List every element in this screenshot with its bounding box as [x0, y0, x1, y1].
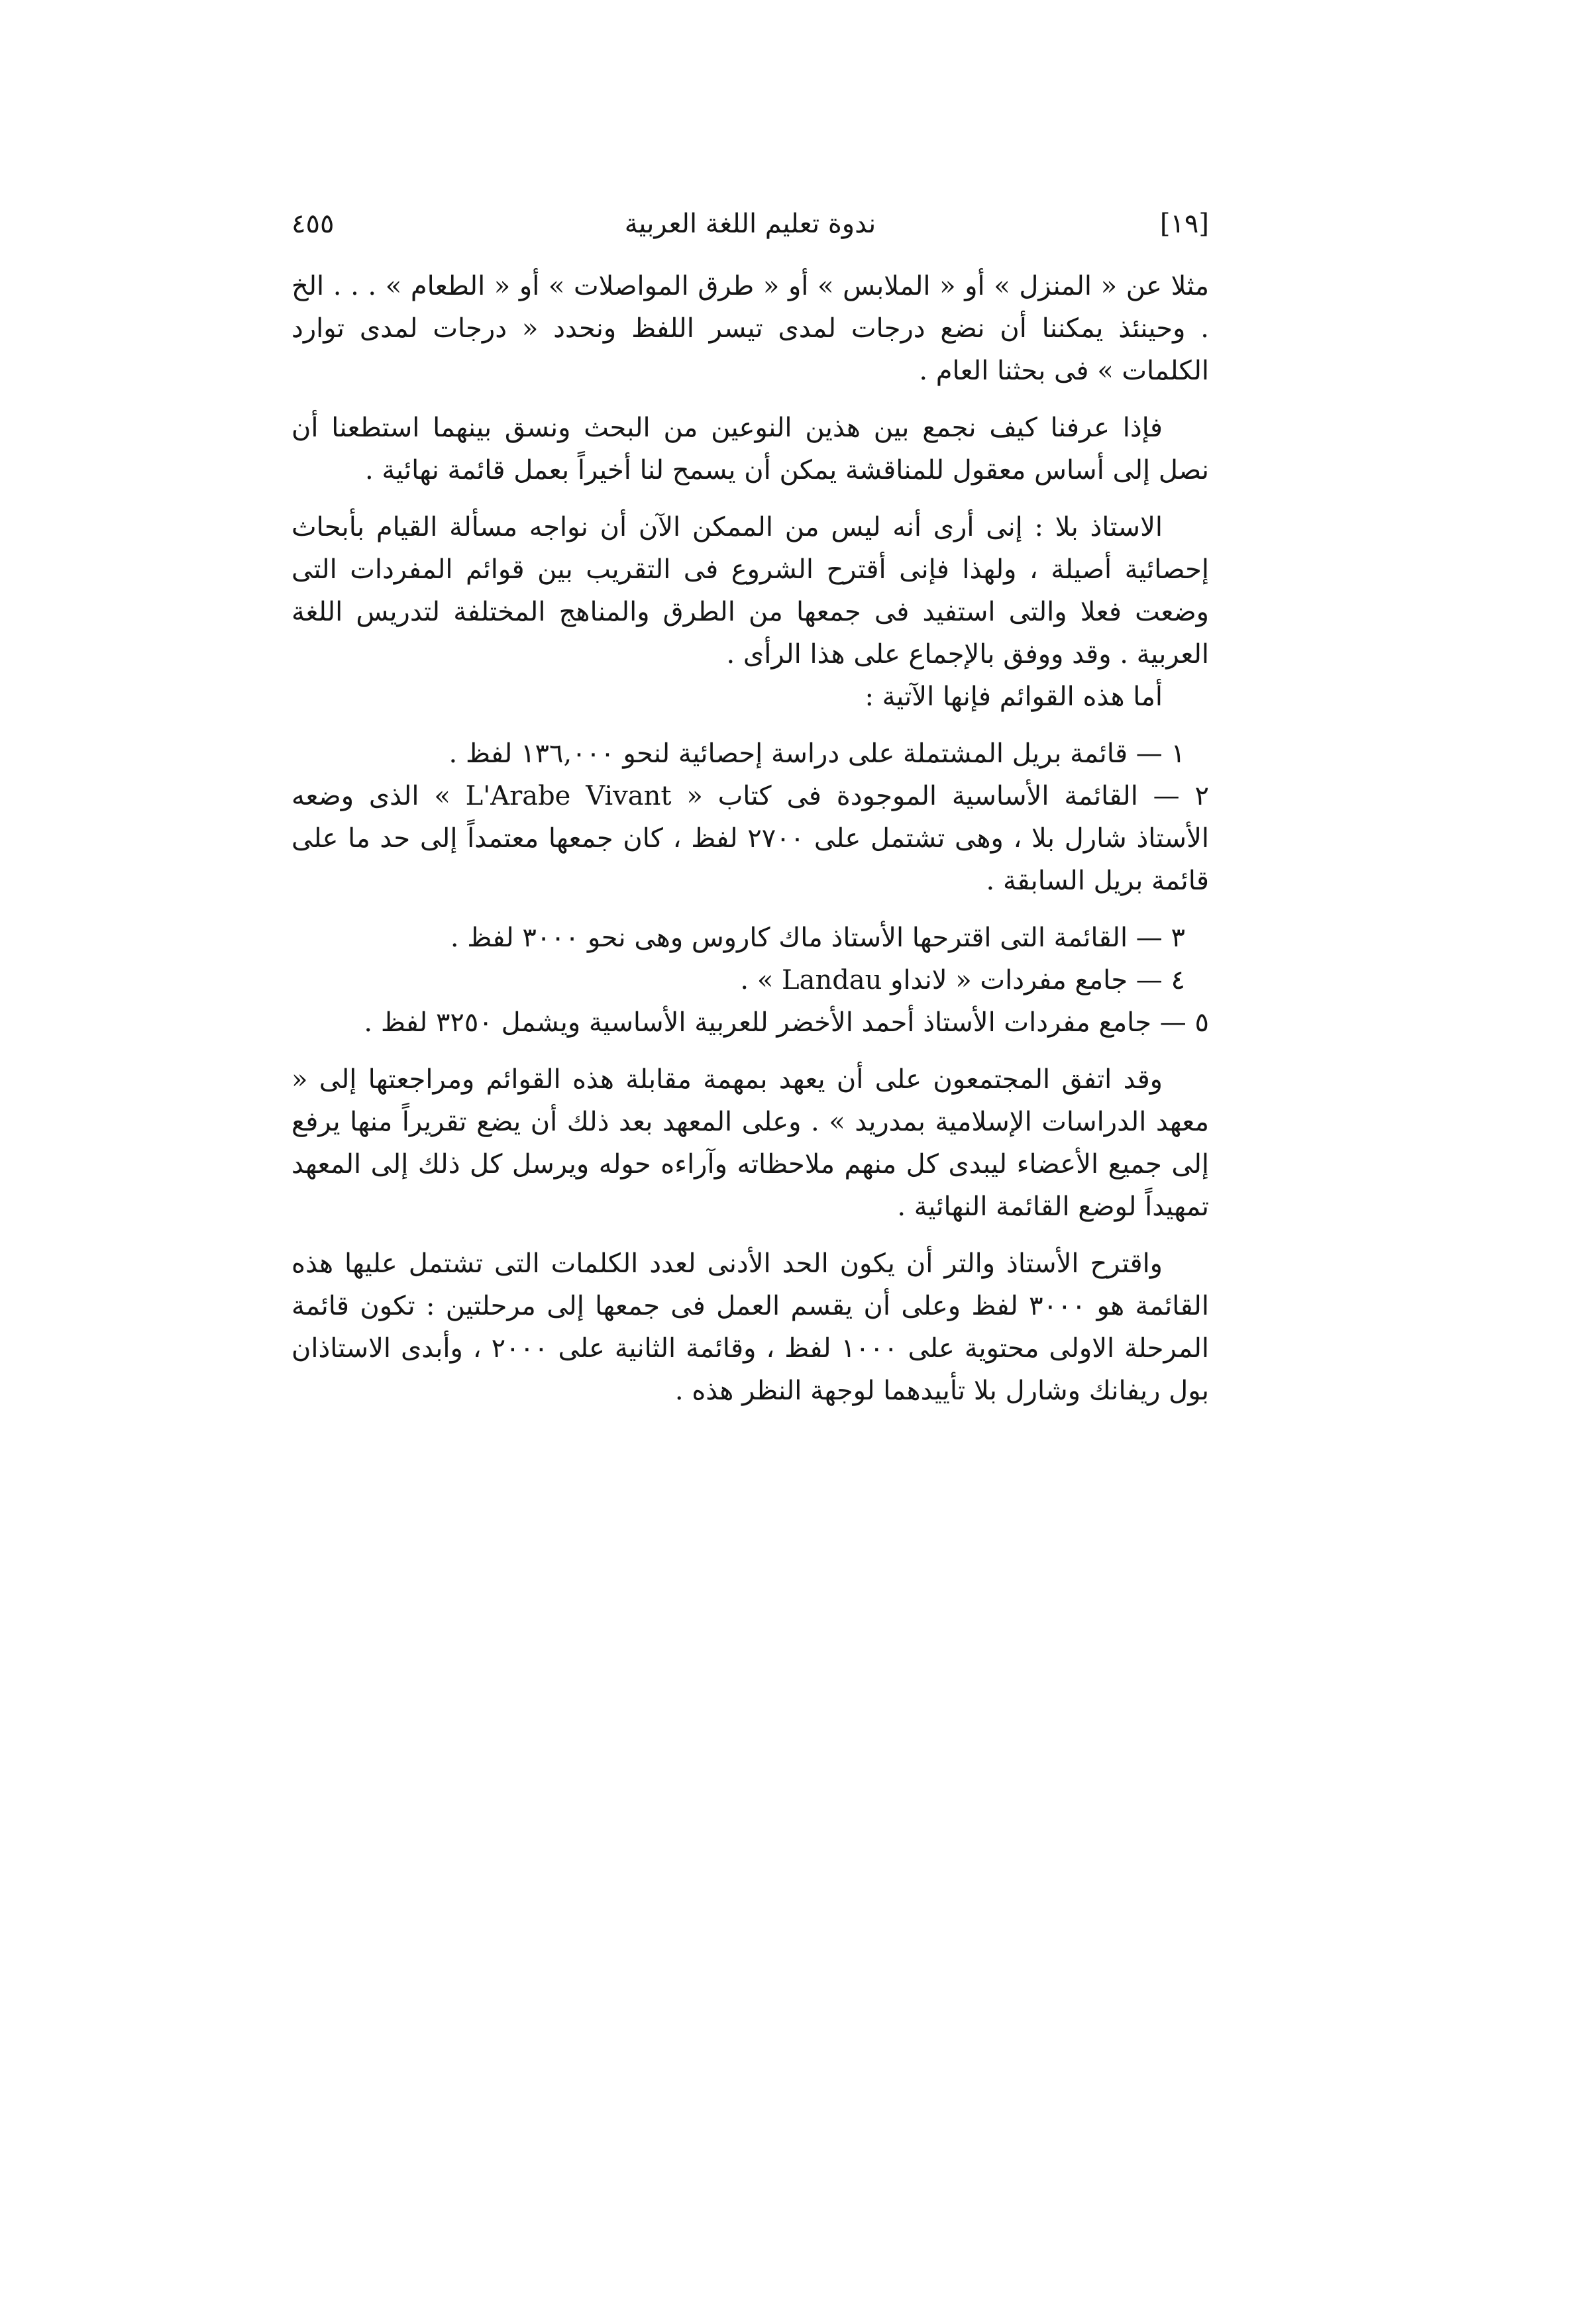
paragraph: فإذا عرفنا كيف نجمع بين هذين النوعين من البحث ونسق بينهما استطعنا أن نصل إلى أساس معقول للمناقشة يمكن أن يسمح لنا أخيراً بعمل قائمة نهائية .: [291, 413, 1209, 485]
page-number: ٤٥٥: [291, 209, 335, 239]
paragraph: الاستاذ بلا : إنى أرى أنه ليس من الممكن الآن أن نواجه مسألة القيام بأبحاث إحصائية أصيلة ، ولهذا فإنى أقترح الشروع فى التقريب بين قوائم المفردات التى وضعت فعلا والتى استفيد فى جمعها من الطرق والمناهج المختلفة لتدريس اللغة العربية . وقد ووفق بالإجماع على هذا الرأى .: [291, 512, 1209, 670]
body-text: [291, 265, 1209, 1412]
paragraph: مثلا عن « المنزل » أو « الملابس » أو « طرق المواصلات » أو « الطعام » . . . الخ . وحينئذ يمكننا أن نضع درجات لمدى تيسر اللفظ ونحدد « درجات لمدى توارد الكلمات » فى بحثنا العام .: [291, 271, 1209, 386]
running-title: ندوة تعليم اللغة العربية: [624, 209, 876, 239]
paragraph: وقد اتفق المجتمعون على أن يعهد بمهمة مقابلة هذه القوائم ومراجعتها إلى « معهد الدراسات الإسلامية بمدريد » . وعلى المعهد بعد ذلك أن يضع تقريراً منها يرفع إلى جميع الأعضاء ليبدى كل منهم ملاحظاته وآراءه حوله ويرسل كل ذلك إلى المعهد تمهيداً لوضع القائمة النهائية .: [291, 1064, 1209, 1222]
section-number: [١٩]: [1159, 209, 1209, 239]
list-item: ٥ — جامع مفردات الأستاذ أحمد الأخضر للعربية الأساسية ويشمل ٣٢٥٠ لفظ .: [364, 1007, 1209, 1038]
list-item: ٣ — القائمة التى اقترحها الأستاذ ماك كاروس وهى نحو ٣٠٠٠ لفظ .: [450, 923, 1185, 953]
list-item: ١ — قائمة بريل المشتملة على دراسة إحصائية لنحو ١٣٦,٠٠٠ لفظ .: [448, 738, 1185, 769]
list-item: ٤ — جامع مفردات « لانداو Landau » .: [740, 965, 1185, 995]
list-item: ٢ — القائمة الأساسية الموجودة فى كتاب « L'Arabe Vivant » الذى وضعه الأستاذ شارل بلا ، وهى تشتمل على ٢٧٠٠ لفظ ، كان جمعها معتمداً إلى حد ما على قائمة بريل السابقة .: [291, 781, 1209, 896]
paragraph: واقترح الأستاذ والتر أن يكون الحد الأدنى لعدد الكلمات التى تشتمل عليها هذه القائمة هو ٣٠٠٠ لفظ وعلى أن يقسم العمل فى جمعها إلى مرحلتين : تكون قائمة المرحلة الاولى محتوية على ١٠٠٠ لفظ ، وقائمة الثانية على ٢٠٠٠ ، وأبدى الاستاذان بول ريفانك وشارل بلا تأييدهما لوجهة النظر هذه .: [291, 1248, 1210, 1406]
paragraph: أما هذه القوائم فإنها الآتية :: [865, 682, 1163, 712]
running-header: [291, 197, 1209, 250]
